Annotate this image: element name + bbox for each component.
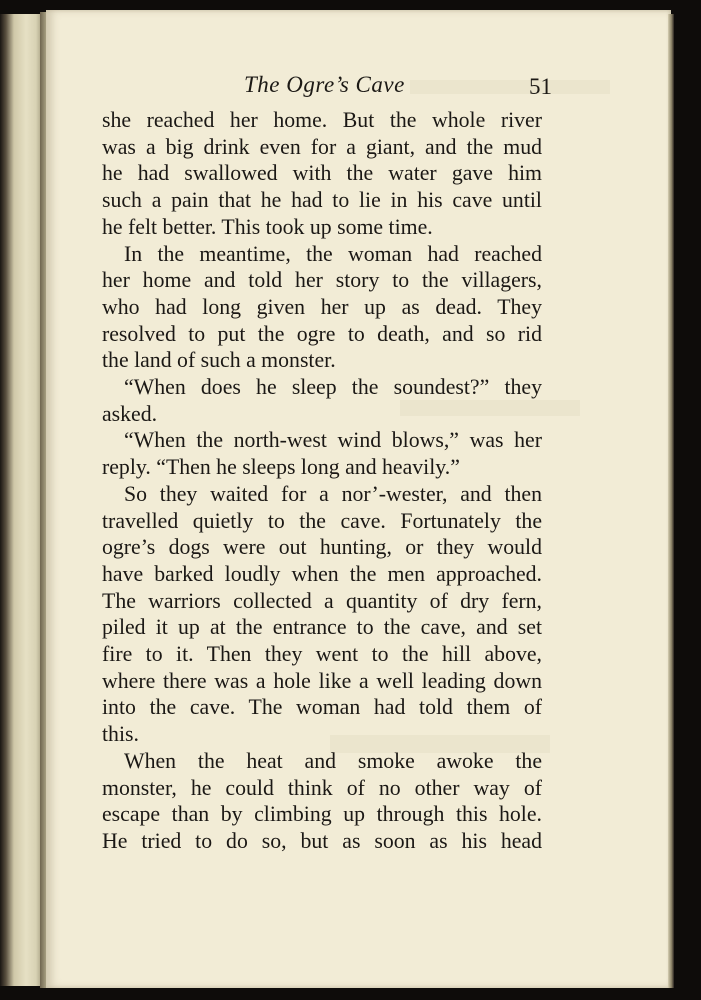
text-line: where there was a hole like a well leading down xyxy=(102,668,542,693)
text-line: piled it up at the entrance to the cave, and set xyxy=(102,615,542,640)
text-line: he had swallowed with the water gave him xyxy=(102,161,542,186)
page-edge xyxy=(668,14,674,988)
text-line: she reached her home. But the whole river xyxy=(102,108,542,132)
text-line: monster, he could think of no other way of xyxy=(102,775,542,800)
left-page-edge xyxy=(0,14,40,986)
show-through-shadow xyxy=(410,80,610,94)
text-line: When the heat and smoke awoke the xyxy=(124,748,542,773)
text-line: have barked loudly when the men approached. xyxy=(102,561,542,586)
text-line: The warriors collected a quantity of dry fern, xyxy=(102,588,542,613)
text-line: reply. “Then he sleeps long and heavily.” xyxy=(102,455,460,480)
body-text xyxy=(102,107,542,855)
text-line: So they waited for a nor’-wester, and then xyxy=(124,481,542,506)
text-line: ogre’s dogs were out hunting, or they would xyxy=(102,535,542,560)
text-line: this. xyxy=(102,722,139,747)
text-line: He tried to do so, but as soon as his head xyxy=(102,828,542,853)
page-number: 51 xyxy=(529,74,552,99)
text-line: the land of such a monster. xyxy=(102,348,336,373)
text-line: such a pain that he had to lie in his cave until xyxy=(102,188,542,213)
text-line: In the meantime, the woman had reached xyxy=(124,241,542,266)
text-line: asked. xyxy=(102,401,158,426)
text-line: was a big drink even for a giant, and the mud xyxy=(102,134,542,159)
text-line: travelled quietly to the cave. Fortunately the xyxy=(102,508,542,533)
text-line: her home and told her story to the villagers, xyxy=(102,268,542,293)
running-head-title: The Ogre’s Cave xyxy=(244,72,405,97)
text-line: fire to it. Then they went to the hill above, xyxy=(102,642,542,667)
text-line: escape than by climbing up through this hole. xyxy=(102,802,542,827)
text-line: resolved to put the ogre to death, and so rid xyxy=(102,321,542,346)
text-line: he felt better. This took up some time. xyxy=(102,214,433,239)
text-line: who had long given her up as dead. They xyxy=(102,294,542,319)
text-line: “When does he sleep the soundest?” they xyxy=(124,375,542,400)
text-line: into the cave. The woman had told them of xyxy=(102,695,542,720)
text-line: “When the north-west wind blows,” was her xyxy=(124,428,542,453)
